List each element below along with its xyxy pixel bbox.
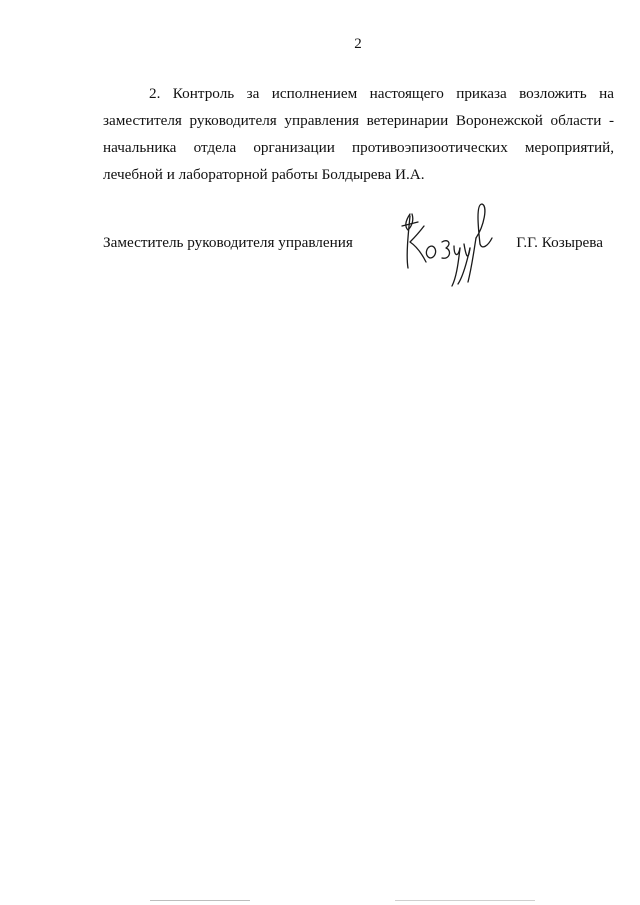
scan-edge-line [395,900,535,901]
order-paragraph: 2. Контроль за исполнением настоящего приказа возложить на заместителя руководителя управления ветеринарии Воронежской области - начальника отдела организации противоэпизоотических мероприятий, лечебной и лабораторной работы Болдырева И.А. [103,85,614,183]
signatory-position: Заместитель руководителя управления [103,234,353,251]
handwritten-signature [392,186,502,296]
signatory-name: Г.Г. Козырева [516,234,603,251]
page-number: 2 [354,36,362,52]
signature-block [103,234,603,254]
scan-edge-line [150,900,250,901]
